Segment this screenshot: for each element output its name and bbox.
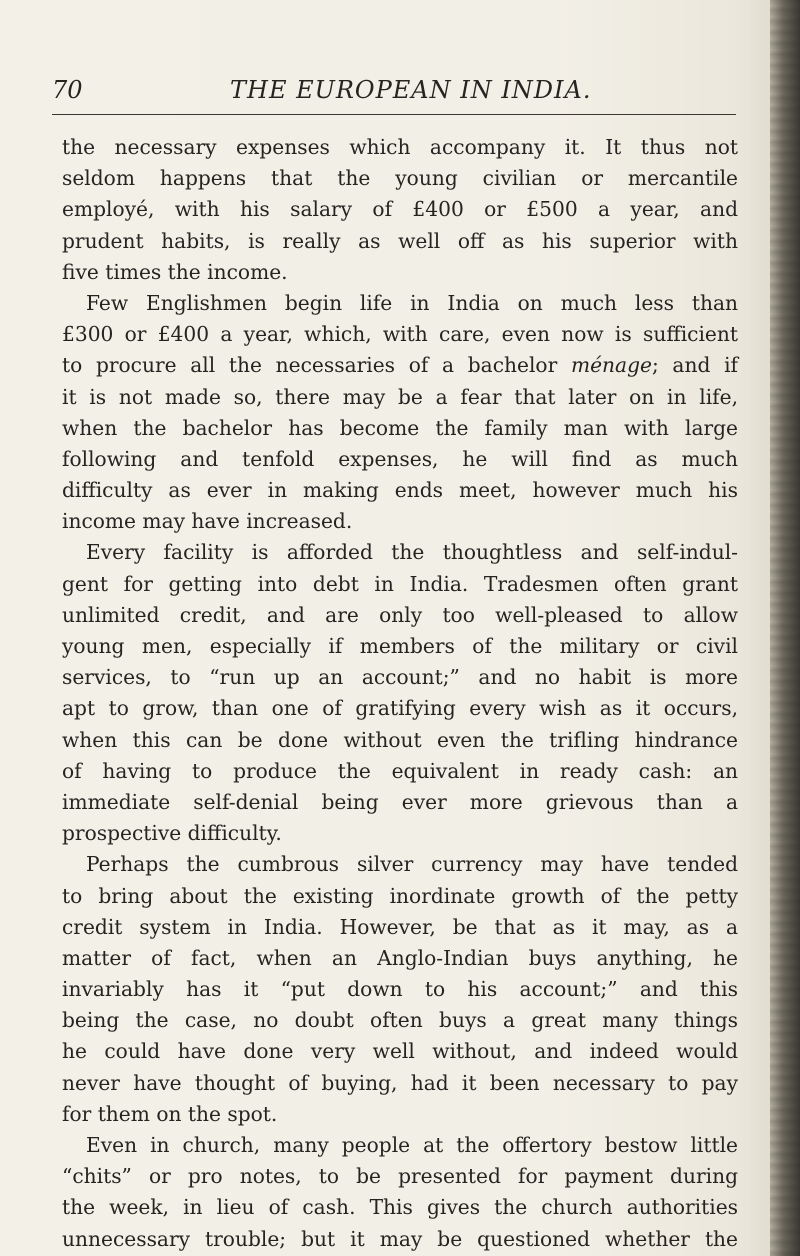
text-line: following and tenfold expenses, he will find as much xyxy=(62,446,738,471)
text-line: unnecessary trouble; but it may be questioned whether the xyxy=(62,1226,738,1251)
header-rule xyxy=(52,114,736,115)
text-line: when the bachelor has become the family man with large xyxy=(62,415,738,440)
italic-foreign-word: ménage xyxy=(570,353,652,378)
body-text xyxy=(62,132,738,1255)
text-line: being the case, no doubt often buys a great many things xyxy=(62,1008,738,1033)
text-line: gent for getting into debt in India. Tradesmen often grant xyxy=(62,571,738,596)
text-line: when this can be done without even the trifling hindrance xyxy=(62,727,738,752)
text-line: he could have done very well without, and indeed would xyxy=(62,1039,738,1064)
text-line: £300 or £400 a year, which, with care, even now is sufficient xyxy=(62,322,738,347)
text-line: immediate self-denial being ever more grievous than a xyxy=(62,789,738,814)
text-line: Few Englishmen begin life in India on much less than xyxy=(86,290,738,315)
page-number: 70 xyxy=(52,76,83,104)
text-line: it is not made so, there may be a fear that later on in life, xyxy=(62,384,738,409)
text-line: seldom happens that the young civilian or mercantile xyxy=(62,166,738,191)
text-line: services, to “run up an account;” and no habit is more xyxy=(62,665,738,690)
text-line: credit system in India. However, be that as it may, as a xyxy=(62,914,738,939)
text-line: matter of fact, when an Anglo-Indian buys anything, he xyxy=(62,945,738,970)
text-line: income may have increased. xyxy=(62,509,353,534)
text-line: Perhaps the cumbrous silver currency may have tended xyxy=(86,852,738,877)
text-line: to procure all the necessaries of a bachelor ménage; and if xyxy=(62,353,739,378)
text-line: difficulty as ever in making ends meet, however much his xyxy=(62,478,738,503)
text-line: the week, in lieu of cash. This gives the church authorities xyxy=(62,1195,738,1220)
text-line: Every facility is afforded the thoughtless and self-indul- xyxy=(86,540,738,565)
text-line: young men, especially if members of the military or civil xyxy=(62,634,738,658)
text-line: the necessary expenses which accompany it. It thus not xyxy=(62,135,738,159)
text-line: unlimited credit, and are only too well-pleased to allow xyxy=(62,602,738,627)
text-line: for them on the spot. xyxy=(62,1101,278,1126)
text-line: Even in church, many people at the offertory bestow little xyxy=(86,1133,738,1157)
text-line: employé, with his salary of £400 or £500 a year, and xyxy=(62,197,738,222)
running-title: THE EUROPEAN IN INDIA. xyxy=(230,76,592,104)
text-line: “chits” or pro notes, to be presented for payment during xyxy=(62,1164,738,1189)
text-line: of having to produce the equivalent in ready cash: an xyxy=(62,758,738,783)
text-line: invariably has it “put down to his account;” and this xyxy=(62,977,738,1002)
text-line: apt to grow, than one of gratifying every wish as it occurs, xyxy=(62,696,738,721)
text-line: to bring about the existing inordinate growth of the petty xyxy=(62,883,738,908)
text-line: five times the income. xyxy=(62,259,288,284)
text-line: prospective difficulty. xyxy=(62,821,282,846)
text-line: never have thought of buying, had it been necessary to pay xyxy=(62,1070,738,1095)
page-edge-shadow xyxy=(770,0,800,1256)
text-line: prudent habits, is really as well off as his superior with xyxy=(62,228,738,253)
